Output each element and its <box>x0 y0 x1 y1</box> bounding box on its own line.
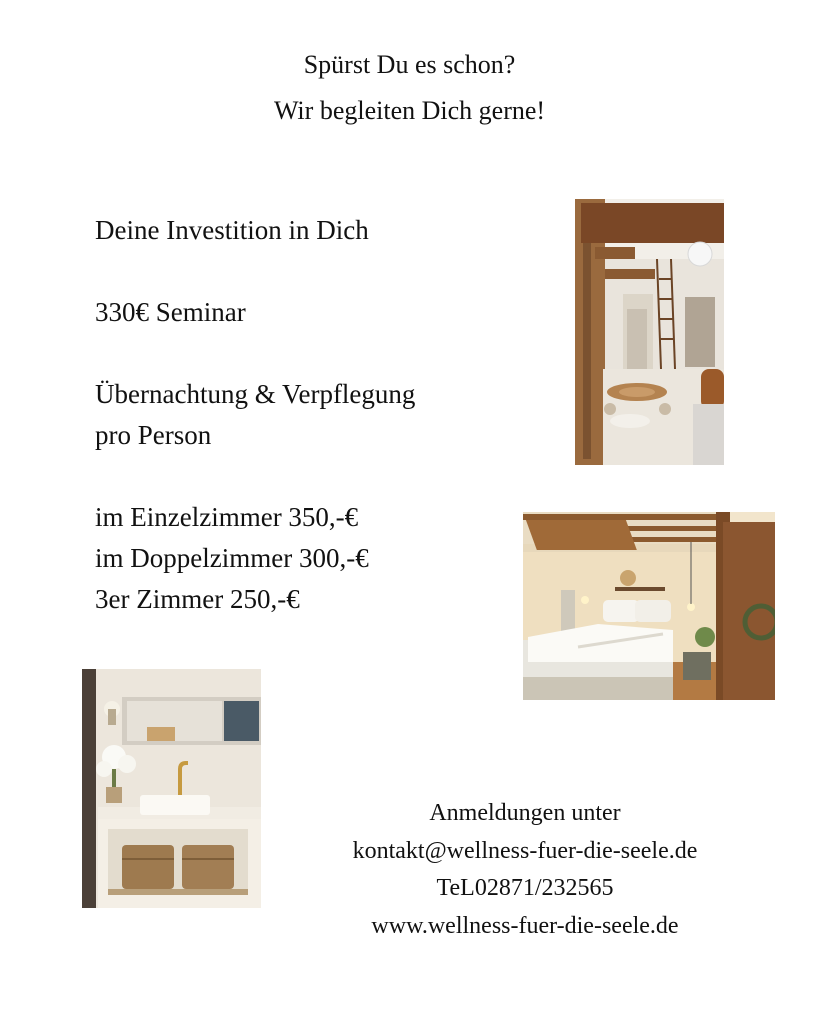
header-line-2: Wir begleiten Dich gerne! <box>273 96 546 125</box>
seminar-hall-photo <box>575 199 724 465</box>
bathroom-photo <box>82 669 261 908</box>
bedroom-photo <box>523 512 775 700</box>
registration-label: Anmeldungen unter <box>429 800 621 826</box>
pricing-heading: Deine Investition in Dich <box>95 215 369 245</box>
accommodation-line-1: Übernachtung & Verpflegung <box>95 379 416 409</box>
seminar-price: 330€ Seminar <box>95 297 246 327</box>
accommodation-line-2: pro Person <box>95 420 212 450</box>
room-price-double: im Doppelzimmer 300,-€ <box>95 543 369 573</box>
contact-website-link[interactable]: www.wellness-fuer-die-seele.de <box>371 913 679 939</box>
room-price-triple: 3er Zimmer 250,-€ <box>95 584 300 614</box>
room-price-single: im Einzelzimmer 350,-€ <box>95 502 359 532</box>
header-line-1: Spürst Du es schon? <box>303 50 516 79</box>
contact-email-link[interactable]: kontakt@wellness-fuer-die-seele.de <box>352 838 698 864</box>
contact-phone[interactable]: TeL02871/232565 <box>436 875 614 901</box>
